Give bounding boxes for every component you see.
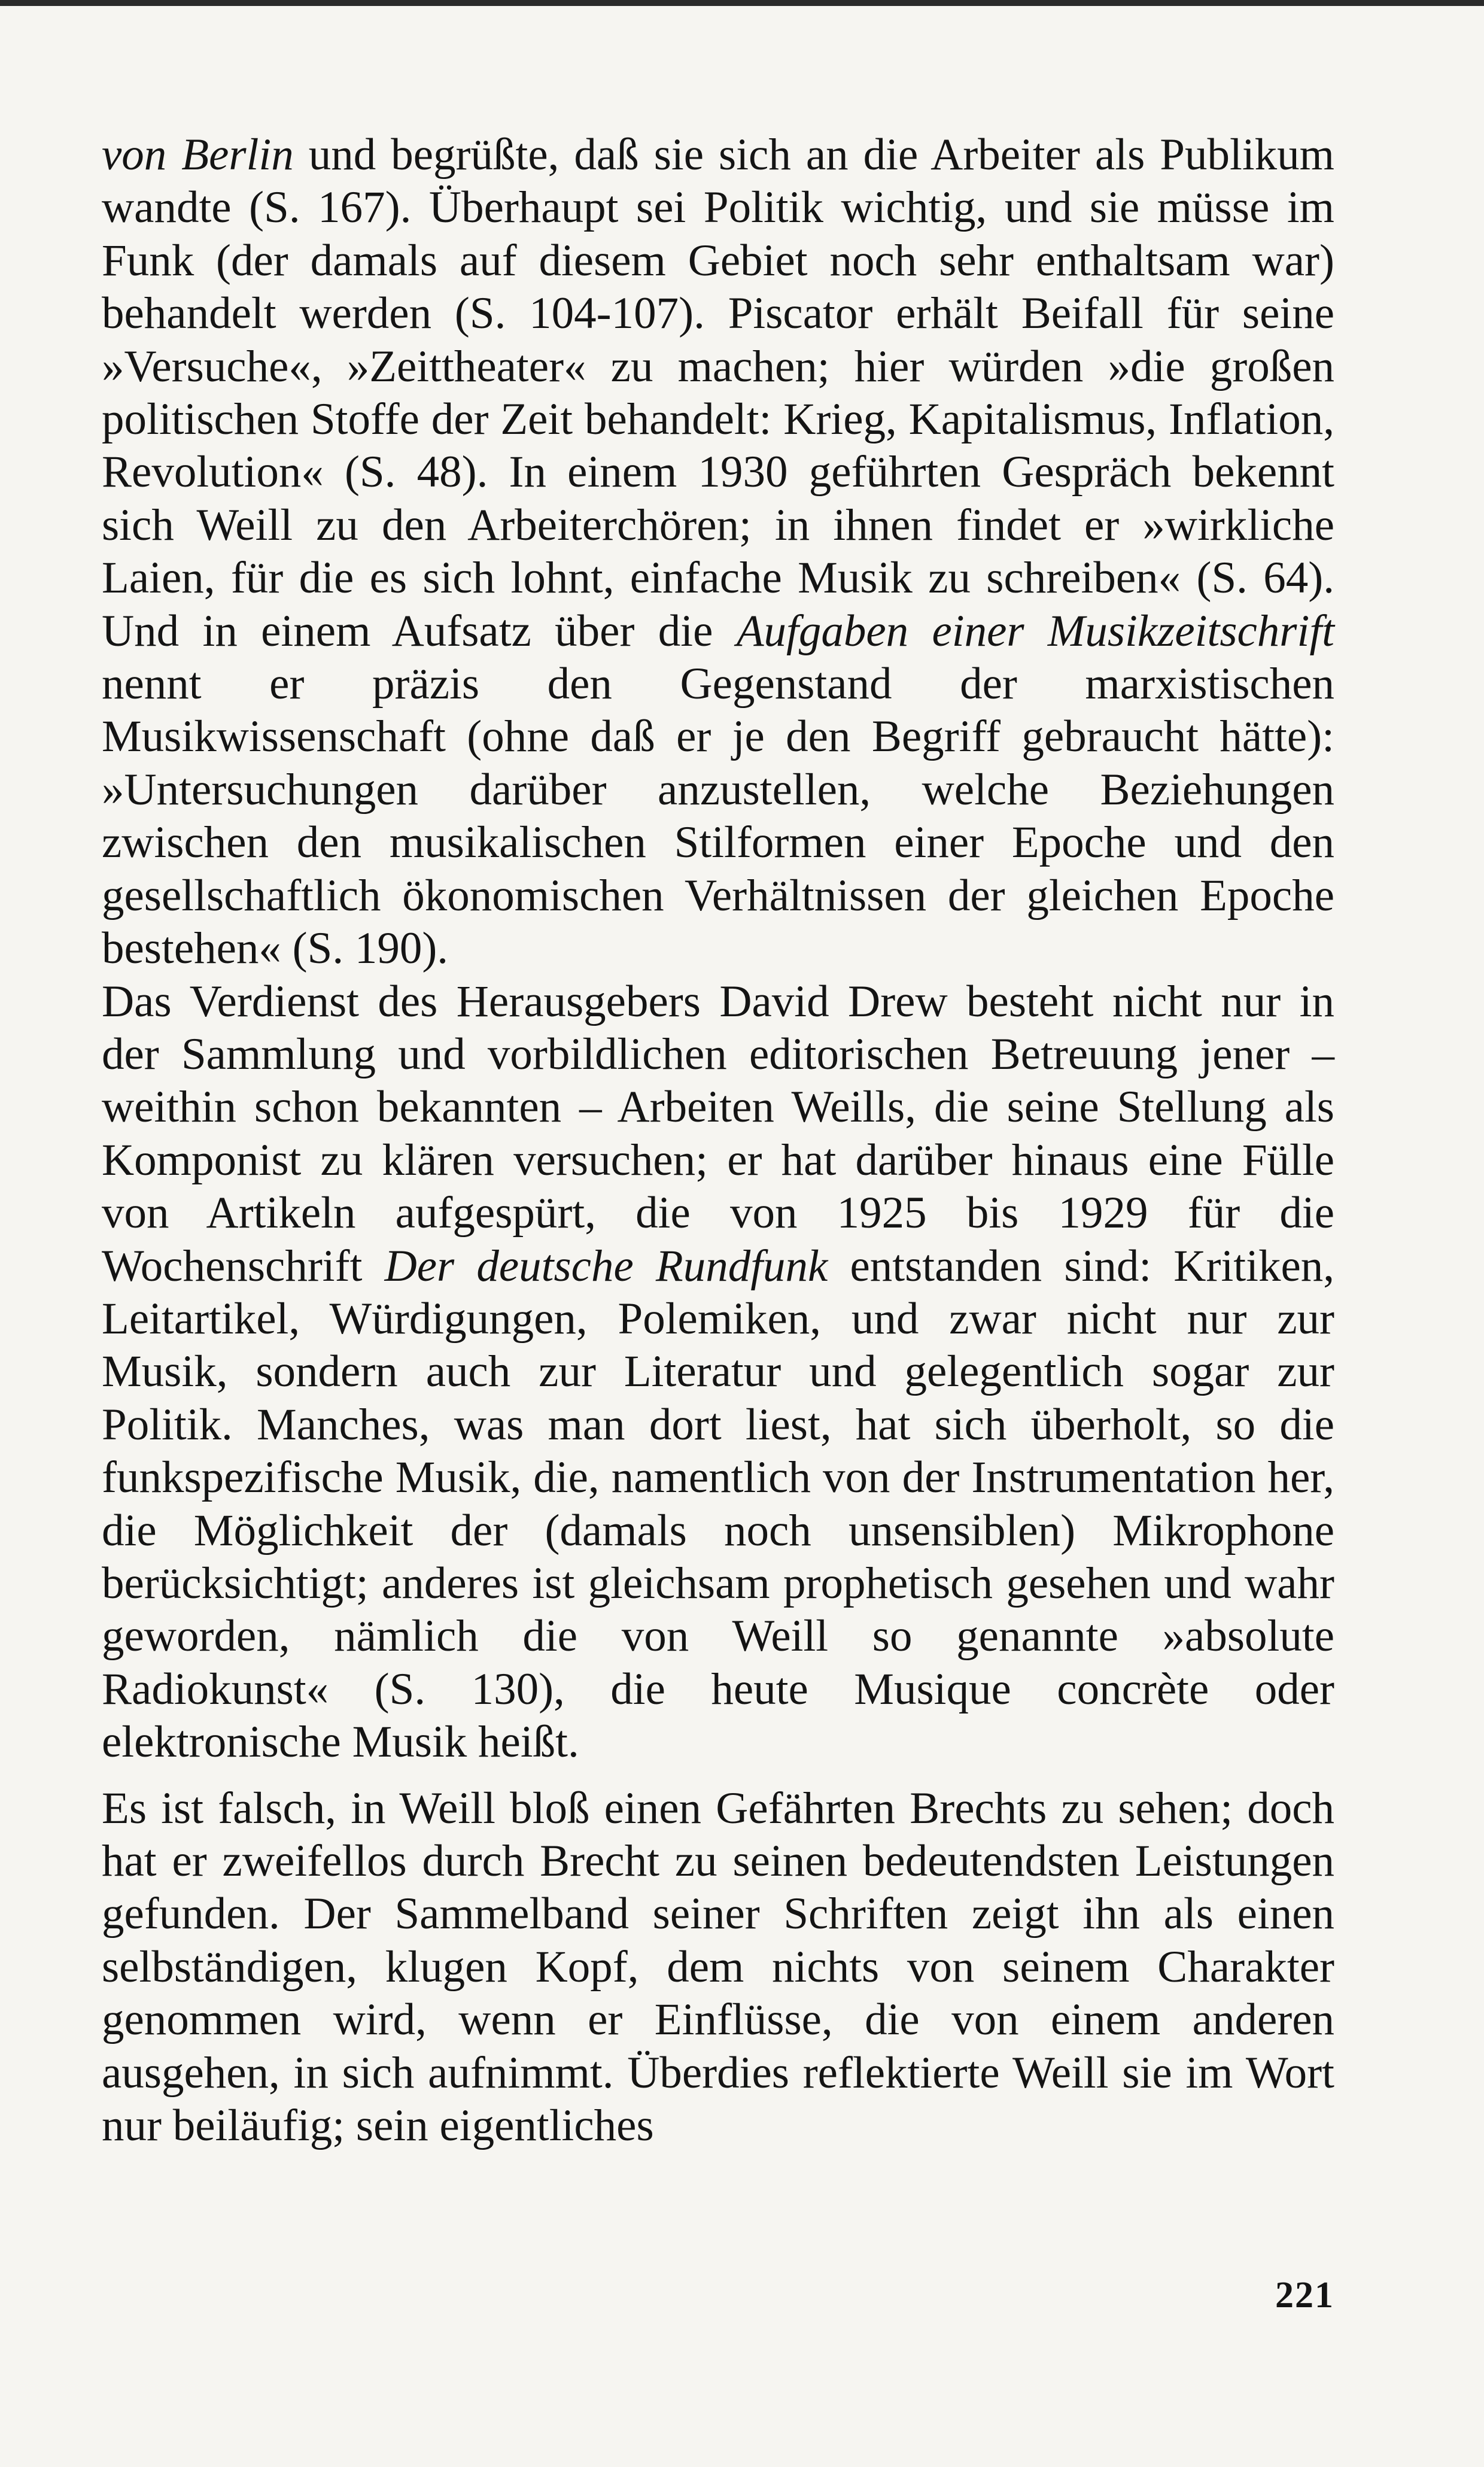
- run: nennt er präzis den Gegenstand der marxistischen Musikwissenschaft (ohne daß er je den Begriff gebraucht hätte): »Untersuchungen darüber anzustellen, welche Beziehungen zwischen den musikalischen Stilformen einer Epoche und den gesellschaftlich ökonomischen Verhältnissen der gleichen Epoche bestehen« (S. 190).: [102, 659, 1334, 974]
- run: und begrüßte, daß sie sich an die Arbeiter als Publikum wandte (S. 167). Überhaupt sei Politik wichtig, und sie müsse im Funk (der damals auf diesem Gebiet noch sehr enthaltsam war) behandelt werden (S. 104-107). Piscator erhält Beifall für seine »Versuche«, »Zeittheater« zu machen; hier würden »die großen politischen Stoffe der Zeit behandelt: Krieg, Kapitalismus, Inflation, Revolution« (S. 48). In einem 1930 geführten Gespräch bekennt sich Weill zu den Arbeiterchören; in ihnen findet er »wirkliche Laien, für die es sich lohnt, einfache Musik zu schreiben« (S. 64). Und in einem Aufsatz über die: [102, 130, 1334, 656]
- run: Der deutsche Rundfunk: [384, 1241, 828, 1291]
- paragraph-2: [102, 976, 1334, 1769]
- body-text: [102, 129, 1334, 2152]
- paragraph-1: [102, 129, 1334, 976]
- run: von Berlin: [102, 130, 294, 180]
- run: Aufgaben einer Musikzeitschrift: [736, 606, 1335, 656]
- run: Es ist falsch, in Weill bloß einen Gefährten Brechts zu sehen; doch hat er zweifellos durch Brecht zu seinen bedeutendsten Leistungen gefunden. Der Sammelband seiner Schriften zeigt ihn als einen selbständigen, klugen Kopf, dem nichts von seinem Charakter genommen wird, wenn er Einflüsse, die von einem anderen ausgehen, in sich aufnimmt. Überdies reflektierte Weill sie im Wort nur beiläufig; sein eigentliches: [102, 1783, 1334, 2151]
- page-edge: [0, 0, 1484, 6]
- paragraph-3: [102, 1782, 1334, 2153]
- run: Das Verdienst des Herausgebers David Drew besteht nicht nur in der Sammlung und vorbildlichen editorischen Betreuung jener – weithin schon bekannten – Arbeiten Weills, die seine Stellung als Komponist zu klären versuchen; er hat darüber hinaus eine Fülle von Artikeln aufgespürt, die von 1925 bis 1929 für die Wochenschrift: [102, 976, 1334, 1291]
- run: entstanden sind: Kritiken, Leitartikel, Würdigungen, Polemiken, und zwar nicht nur zur Musik, sondern auch zur Literatur und gelegentlich sogar zur Politik. Manches, was man dort liest, hat sich überholt, so die funkspezifische Musik, die, namentlich von der Instrumentation her, die Möglichkeit der (damals noch unsensiblen) Mikrophone berücksichtigt; anderes ist gleichsam prophetisch gesehen und wahr geworden, nämlich die von Weill so genannte »absolute Radiokunst« (S. 130), die heute Musique concrète oder elektronische Musik heißt.: [102, 1241, 1334, 1767]
- page-number: 221: [1275, 2275, 1334, 2316]
